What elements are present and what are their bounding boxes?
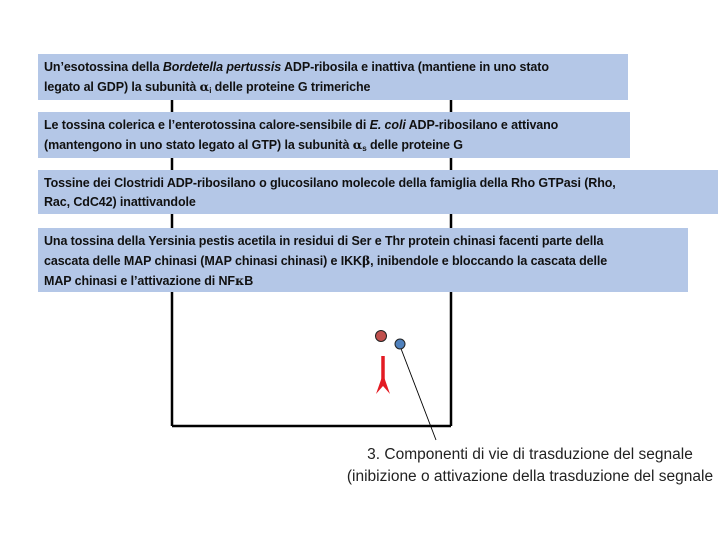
box2-line1: Le tossina colerica e l’enterotossina calore-sensibile di E. coli ADP-ribosilano e attivano <box>44 118 559 132</box>
box4-line1: Una tossina della Yersinia pestis acetila in residui di Ser e Thr protein chinasi facenti parte della <box>44 234 604 248</box>
red-molecule <box>376 331 387 342</box>
box3-line2: Rac, CdC42) inattivandole <box>44 195 196 209</box>
clostridia-toxin-box <box>38 170 718 214</box>
signal-transduction-caption <box>330 444 720 488</box>
caption-line2: (inibizione o attivazione della trasduzione del segnale <box>346 468 714 485</box>
yersinia-toxin-box <box>38 228 688 292</box>
box4-line2: cascata delle MAP chinasi (MAP chinasi chinasi) e IKKβ, inibendole e bloccando la cascata delle <box>44 253 608 268</box>
box1-line2: legato al GDP) la subunità $\alpha_i$ delle proteine G trimeriche <box>44 79 371 95</box>
box1-line1: Un’esotossina della Bordetella pertussis ADP-ribosila e inattiva (mantiene in uno stato <box>44 60 549 74</box>
blue-molecule <box>395 339 405 349</box>
caption-line1: 3. Componenti di vie di trasduzione del segnale <box>367 446 693 463</box>
receptor-arrow-icon <box>376 356 390 394</box>
bordetella-toxin-box <box>38 54 628 100</box>
box4-line3: MAP chinasi e l’attivazione di NFκB <box>44 273 254 288</box>
box3-line1: Tossine dei Clostridi ADP-ribosilano o glucosilano molecole della famiglia della Rho GTPasi (Rho, <box>44 176 616 190</box>
box2-line2: (mantengono in uno stato legato al GTP) la subunità $\alpha_s$ delle proteine G <box>44 137 463 153</box>
cholera-toxin-box <box>38 112 630 158</box>
